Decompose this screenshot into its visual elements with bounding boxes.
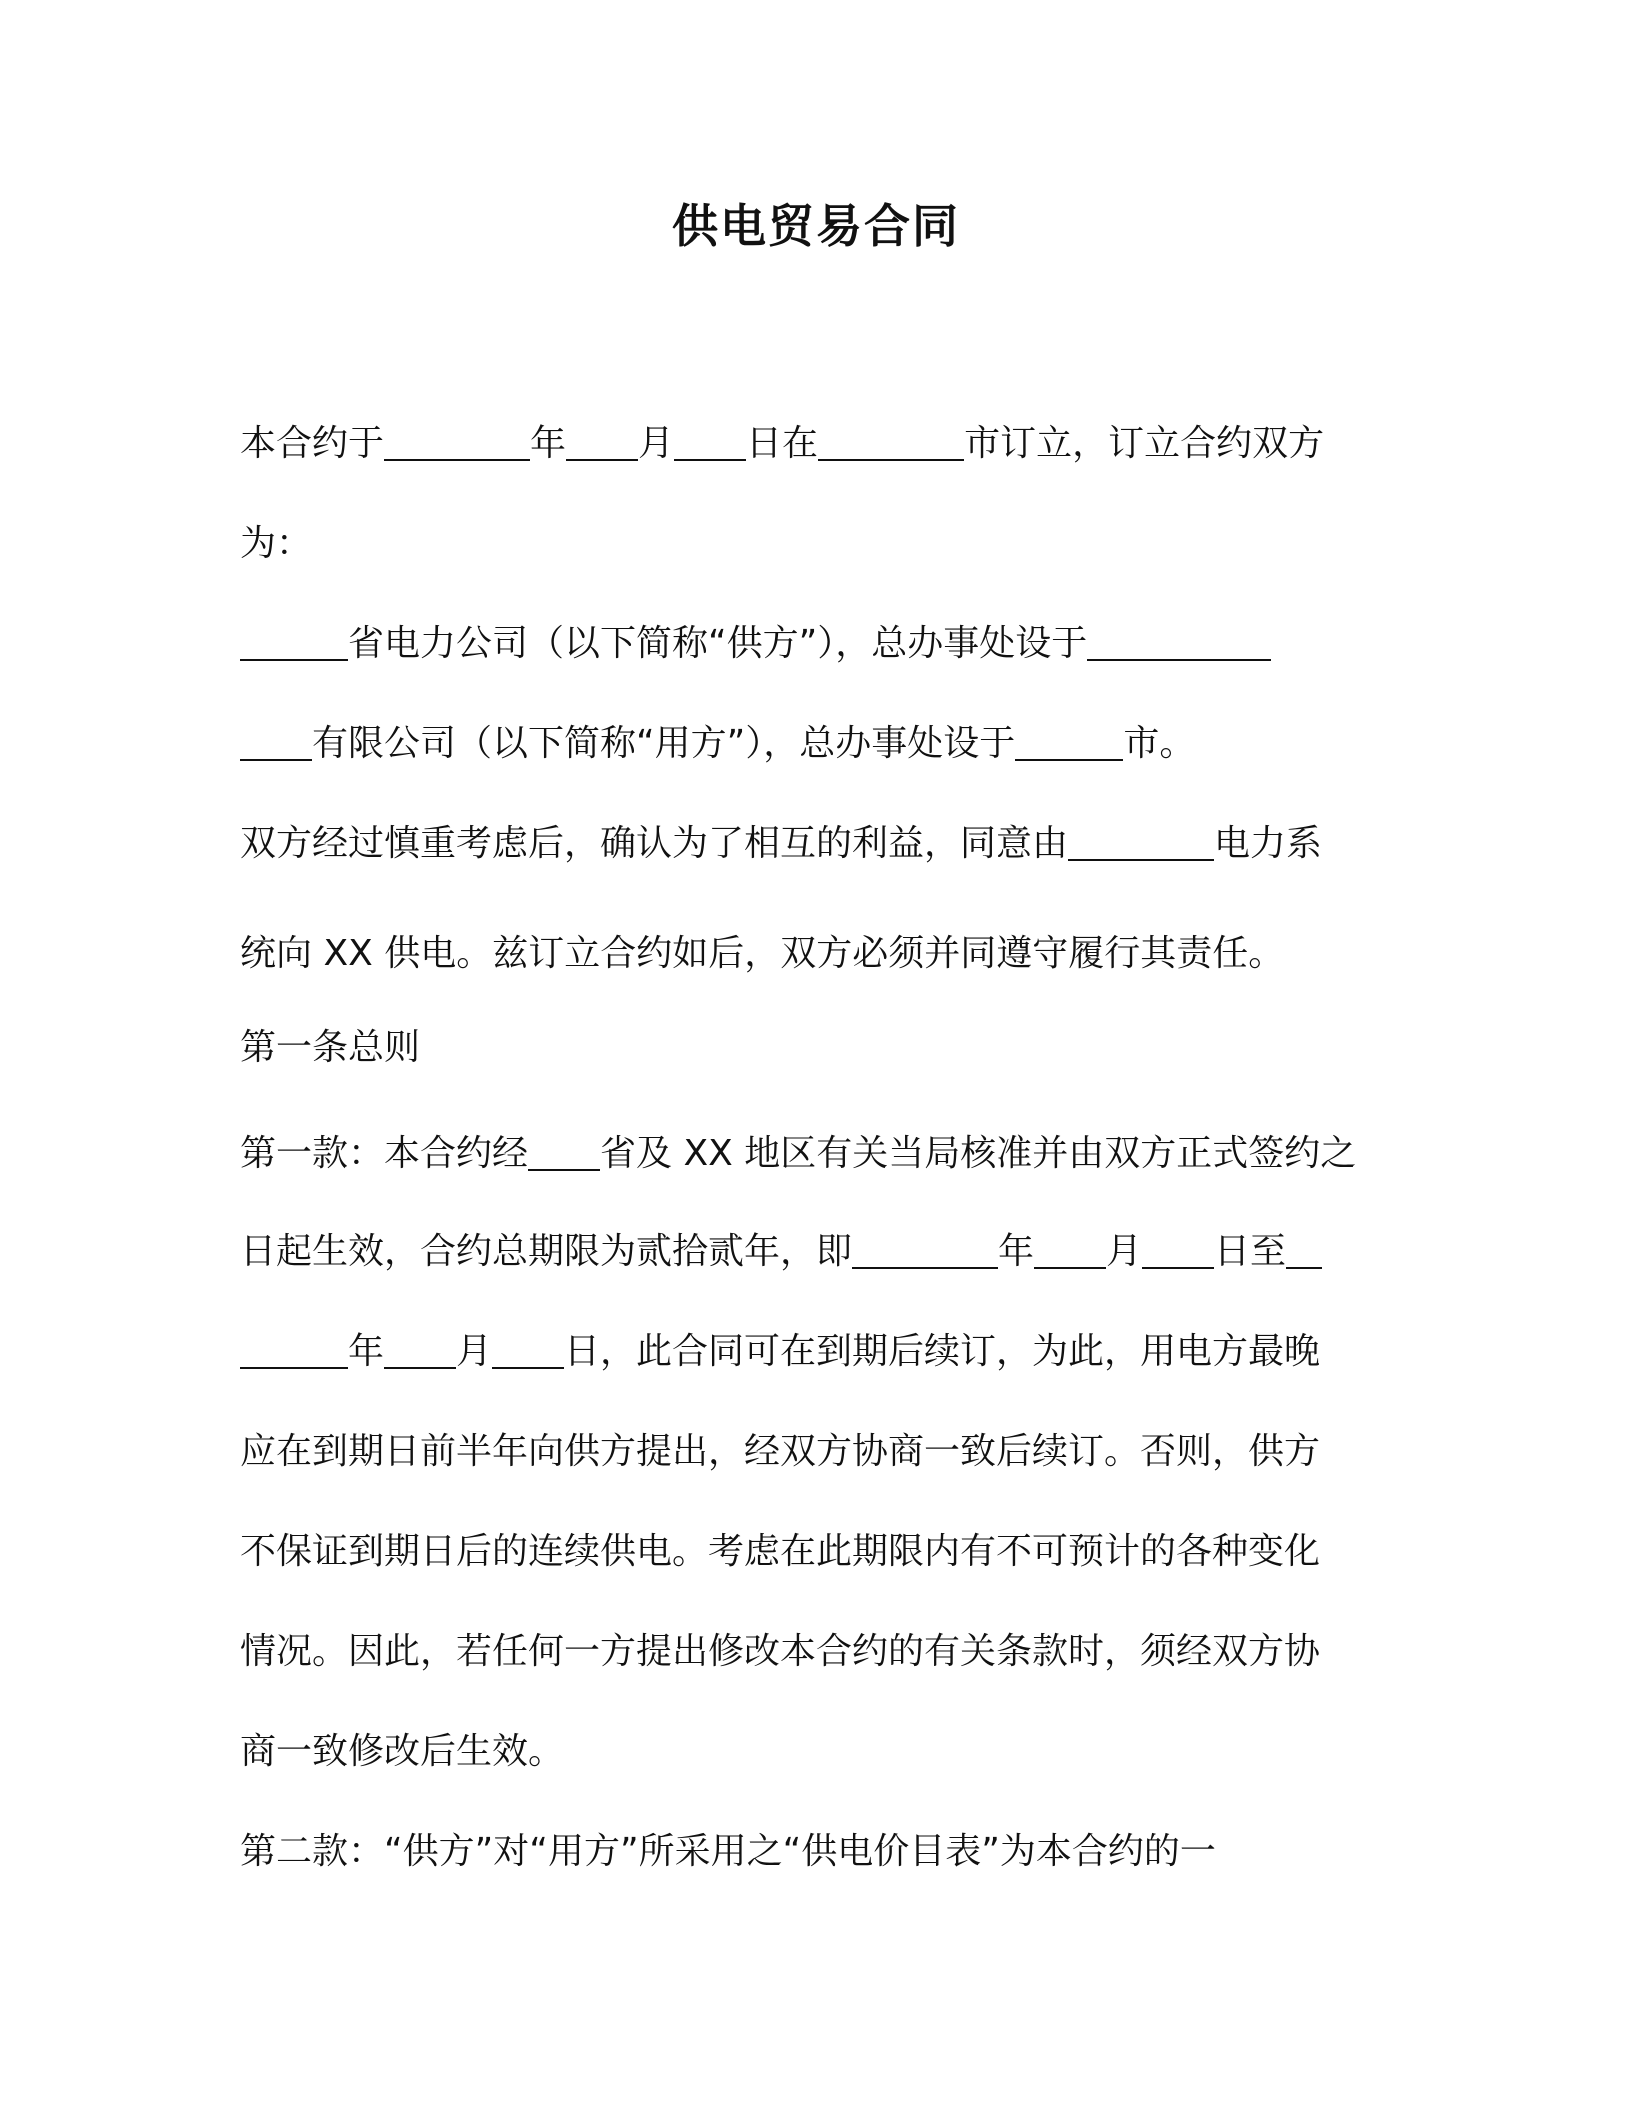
text-segment: 本合约于	[240, 423, 385, 464]
clause2-line-1: 第二款：“供方”对“用方”所采用之“供电价目表”为本合约的一	[240, 1831, 1216, 1872]
intro-line-6: 统向 XX 供电。兹订立合约如后，双方必须并同遵守履行其责任。	[240, 933, 1285, 974]
fill-blank-month	[566, 423, 638, 461]
intro-line-4	[240, 720, 1195, 768]
fill-blank-start-month	[1034, 1231, 1106, 1269]
intro-line-3	[240, 620, 1271, 668]
section-heading: 第一条总则	[240, 1027, 421, 1068]
text-segment: 年	[530, 423, 567, 464]
text-segment: 年	[348, 1331, 385, 1372]
clause1-line-4: 应在到期日前半年向供方提出，经双方协商一致后续订。否则，供方	[240, 1431, 1321, 1472]
fill-blank-day	[674, 423, 746, 461]
clause1-line-7: 商一致修改后生效。	[240, 1731, 565, 1772]
fill-blank-province	[528, 1133, 600, 1171]
fill-blank-start-day	[1142, 1231, 1214, 1269]
text-segment: 电力系	[1214, 823, 1323, 864]
intro-line-1	[240, 420, 1324, 468]
clause1-line-1	[240, 1130, 1356, 1178]
text-segment: 日在	[746, 423, 819, 464]
fill-blank-end-year-start	[1286, 1231, 1322, 1269]
text-segment: 第一款：本合约经	[240, 1133, 529, 1174]
text-segment: 省及 XX 地区有关当局核准并由双方正式签约之	[600, 1133, 1357, 1174]
text-segment: 有限公司（以下简称“用方”），总办事处设于	[312, 723, 1016, 764]
fill-blank-city	[818, 423, 964, 461]
fill-blank-end-month	[384, 1331, 456, 1369]
fill-blank-end-year	[240, 1331, 348, 1369]
text-segment: 日起生效，合约总期限为贰拾贰年，即	[240, 1231, 853, 1272]
text-segment: 月	[1106, 1231, 1143, 1272]
text-segment: 市订立，订立合约双方	[964, 423, 1325, 464]
clause1-line-2	[240, 1228, 1322, 1276]
fill-blank-province	[240, 623, 348, 661]
clause1-line-6: 情况。因此，若任何一方提出修改本合约的有关条款时，须经双方协	[240, 1631, 1321, 1672]
intro-line-2: 为：	[240, 523, 313, 564]
clause1-line-5: 不保证到期日后的连续供电。考虑在此期限内有不可预计的各种变化	[240, 1531, 1321, 1572]
fill-blank-end-day	[492, 1331, 564, 1369]
text-segment: 省电力公司（以下简称“供方”），总办事处设于	[348, 623, 1088, 664]
fill-blank-start-year	[852, 1231, 998, 1269]
document-title: 供电贸易合同	[672, 199, 960, 253]
intro-line-5	[240, 820, 1322, 868]
text-segment: 月	[456, 1331, 493, 1372]
text-segment: 日，此合同可在到期后续订，为此，用电方最晚	[564, 1331, 1321, 1372]
fill-blank-year	[384, 423, 530, 461]
text-segment: 月	[638, 423, 675, 464]
fill-blank-company	[240, 723, 312, 761]
text-segment: 年	[998, 1231, 1035, 1272]
clause1-line-3	[240, 1328, 1320, 1376]
fill-blank-power-system	[1068, 823, 1214, 861]
text-segment: 双方经过慎重考虑后，确认为了相互的利益，同意由	[240, 823, 1069, 864]
fill-blank-office-address	[1087, 623, 1271, 661]
text-segment: 日至	[1214, 1231, 1287, 1272]
fill-blank-city	[1015, 723, 1123, 761]
text-segment: 市。	[1123, 723, 1196, 764]
